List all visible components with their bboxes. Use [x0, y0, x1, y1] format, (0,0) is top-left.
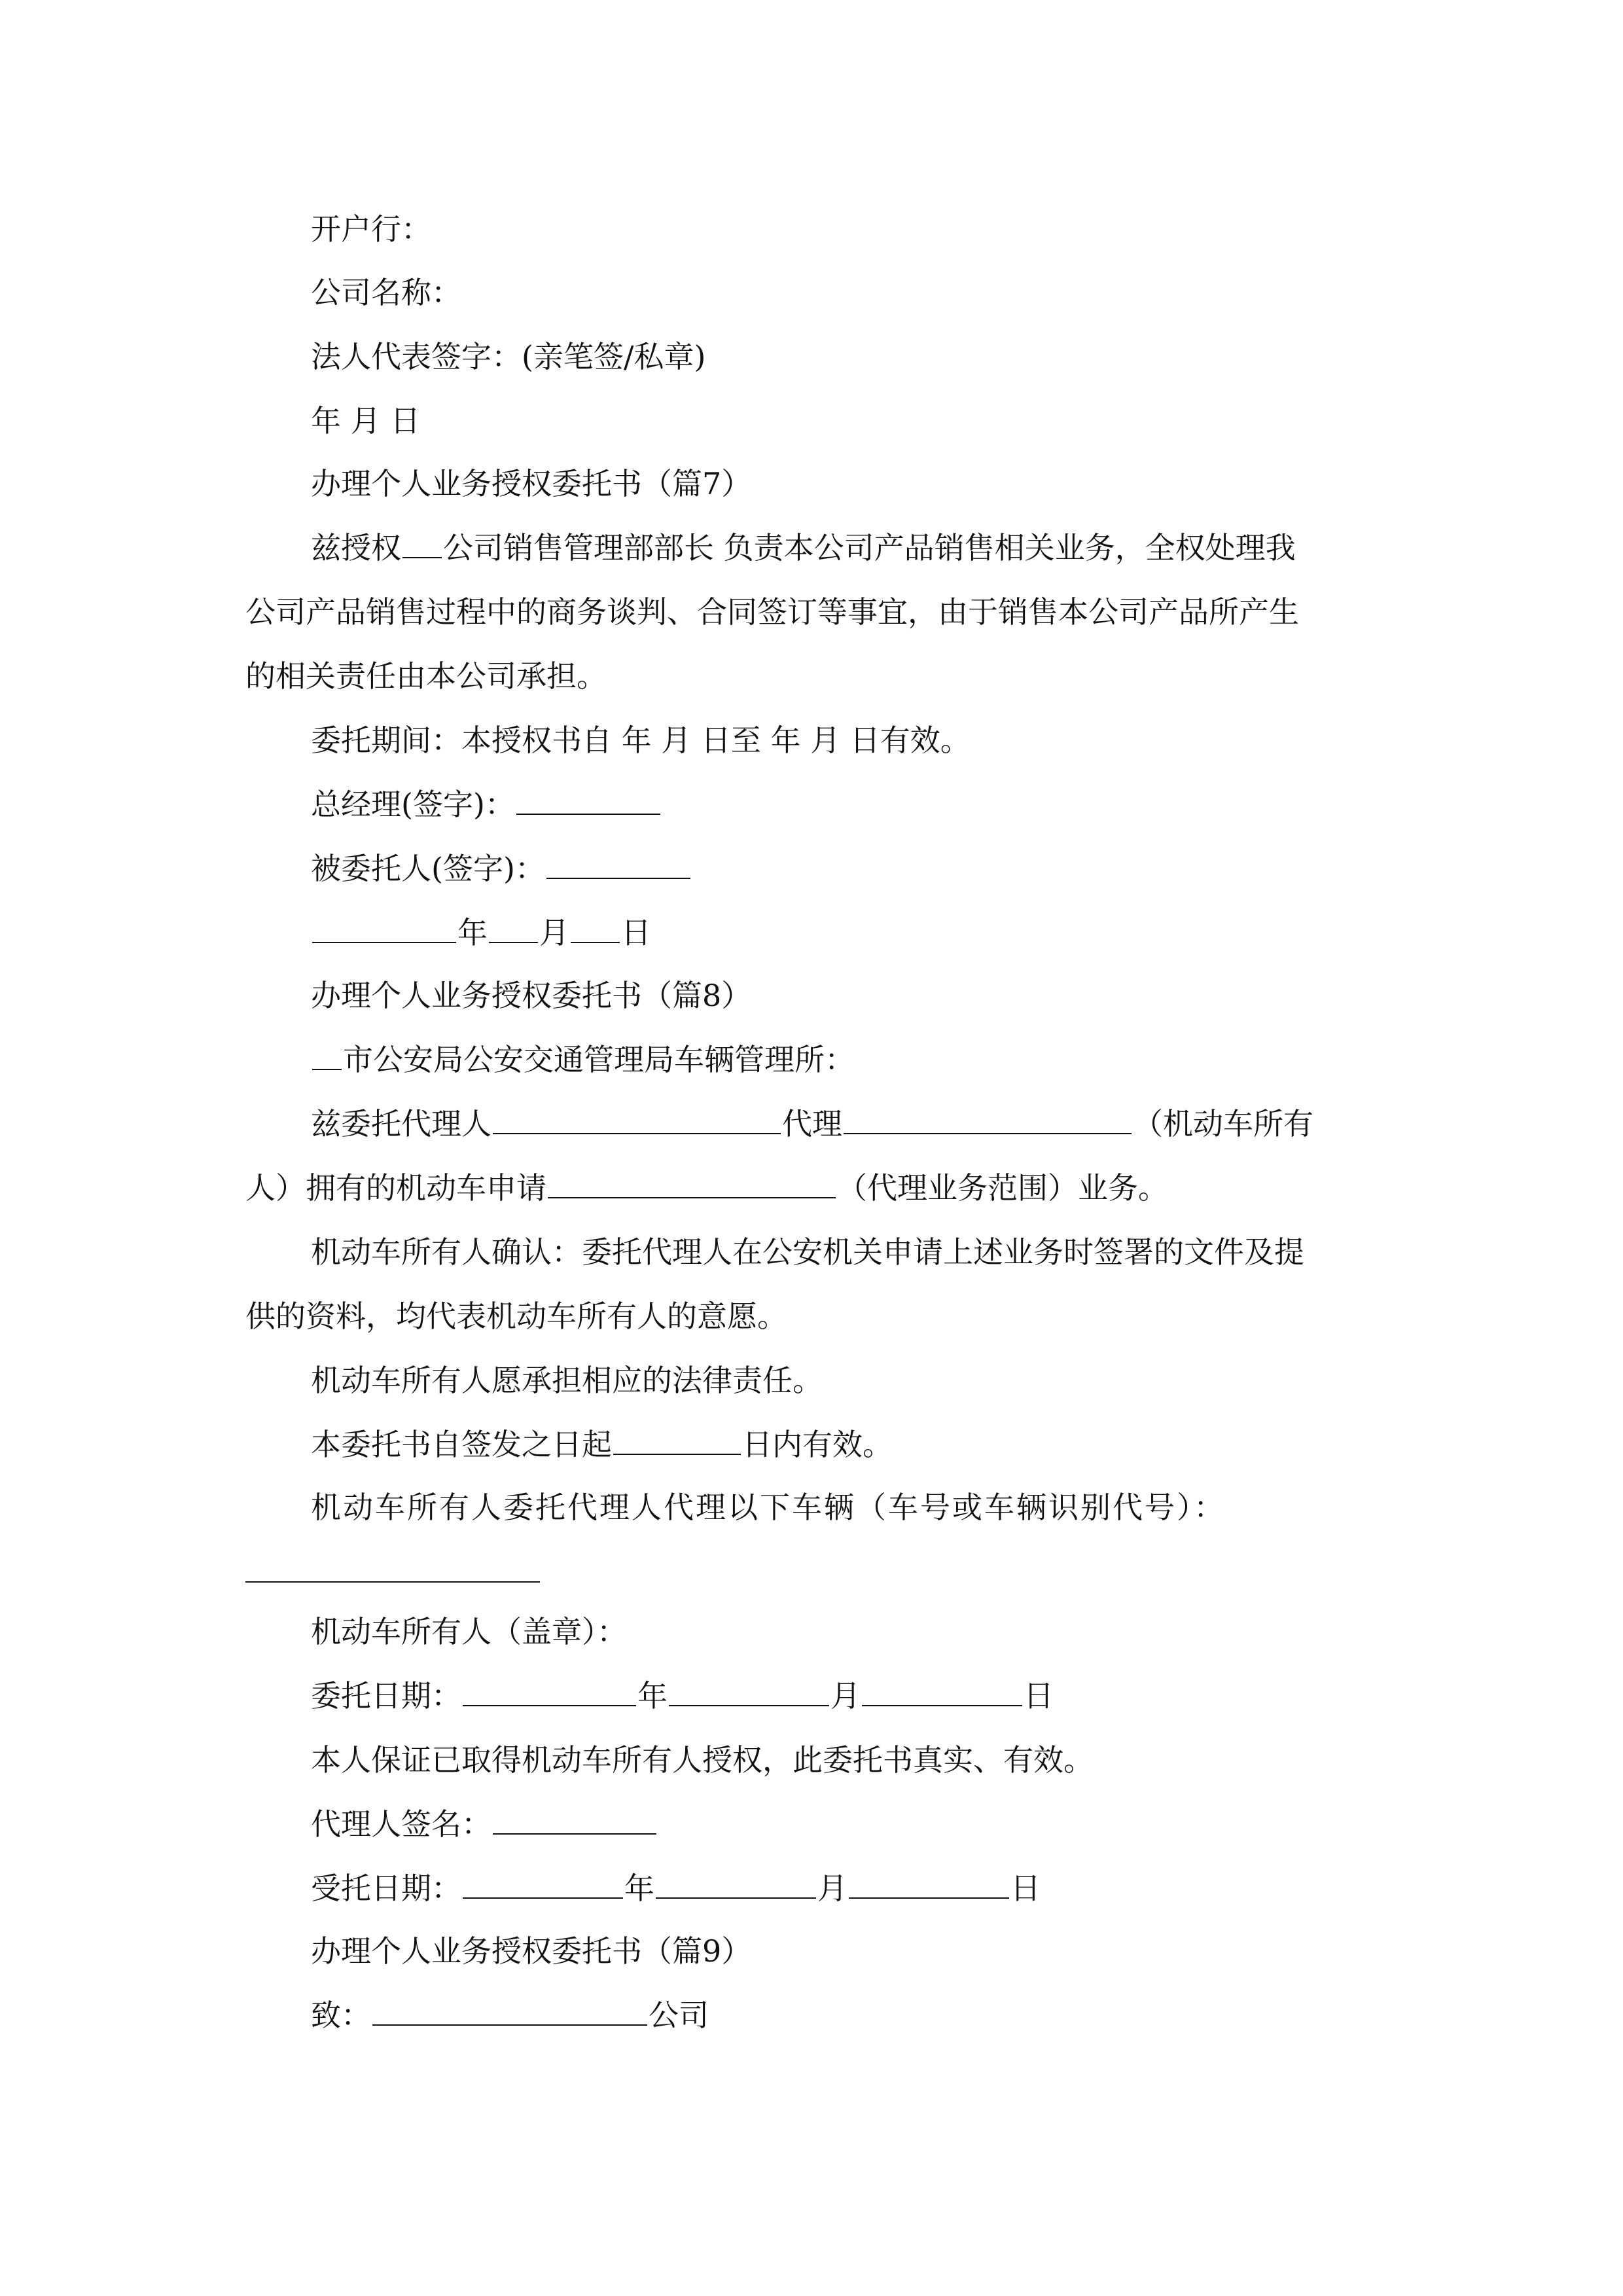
section-8-validity-line — [245, 1422, 1397, 1467]
blank-field — [493, 1104, 781, 1134]
blank-field — [463, 1676, 636, 1706]
section-8-confirm-line-1: 机动车所有人确认：委托代理人在公安机关申请上述业务时签署的文件及提 — [311, 1234, 1304, 1270]
year-label: 年 — [637, 1678, 668, 1713]
text: 兹委托代理人 — [311, 1106, 491, 1141]
agent-signature-label: 代理人签名： — [311, 1806, 491, 1842]
blank-field — [402, 528, 442, 558]
day-label: 日 — [621, 915, 651, 950]
year-label: 年 — [457, 915, 488, 950]
month-label: 月 — [830, 1678, 861, 1713]
gm-signature-label: 总经理(签字)： — [311, 787, 515, 822]
blank-field — [571, 913, 620, 943]
company-name-label: 公司名称： — [311, 275, 461, 310]
section-7-paragraph-line-2: 公司产品销售过程中的商务谈判、合同签订等事宜，由于销售本公司产品所产生 — [245, 594, 1299, 630]
section-8-paragraph-line-2 — [245, 1165, 1397, 1211]
acceptance-date-label: 受托日期： — [311, 1871, 461, 1906]
blank-field — [372, 1996, 647, 2026]
text: 代理 — [782, 1106, 842, 1141]
section-8-liability: 机动车所有人愿承担相应的法律责任。 — [311, 1363, 823, 1398]
section-9-recipient-line — [245, 1992, 1397, 2038]
month-label: 月 — [817, 1871, 847, 1906]
text: 兹授权 — [311, 530, 401, 565]
day-label: 日 — [1010, 1871, 1041, 1906]
text: 日内有效。 — [742, 1427, 893, 1462]
section-8-guarantee: 本人保证已取得机动车所有人授权，此委托书真实、有效。 — [311, 1742, 1094, 1778]
blank-field — [669, 1676, 829, 1706]
vehicle-id-blank — [245, 1581, 540, 1583]
blank-field — [312, 913, 456, 943]
blank-field — [849, 1869, 1009, 1899]
section-7-period: 委托期间：本授权书自 年 月 日至 年 月 日有效。 — [311, 723, 971, 758]
blank-field — [862, 1676, 1022, 1706]
section-7-paragraph-line-1 — [245, 525, 1397, 571]
text: （机动车所有 — [1133, 1106, 1313, 1141]
section-8-vehicle-line: 机动车所有人委托代理人代理以下车辆（车号或车辆识别代号）： — [311, 1490, 1226, 1525]
date-line: 年 月 日 — [311, 403, 421, 439]
trustee-signature-label: 被委托人(签字)： — [311, 851, 545, 886]
blank-field — [844, 1104, 1132, 1134]
delegation-date-line — [245, 1673, 1397, 1719]
section-7-title: 办理个人业务授权委托书（篇7） — [311, 466, 752, 501]
section-8-paragraph-line-1 — [245, 1101, 1397, 1147]
blank-field — [656, 1869, 816, 1899]
gm-signature-line — [245, 781, 1397, 827]
section-9-title: 办理个人业务授权委托书（篇9） — [311, 1933, 752, 1969]
text: 公司销售管理部部长 负责本公司产品销售相关业务，全权处理我 — [443, 530, 1296, 565]
text: 本委托书自签发之日起 — [311, 1427, 612, 1462]
section-8-title: 办理个人业务授权委托书（篇8） — [311, 978, 752, 1013]
text: （代理业务范围）业务。 — [837, 1170, 1168, 1206]
blank-field — [463, 1869, 623, 1899]
bank-label: 开户行： — [311, 211, 431, 247]
blank-field — [613, 1425, 741, 1455]
legal-rep-signature-label: 法人代表签字：(亲笔签/私章) — [311, 339, 706, 374]
blank-field — [489, 913, 538, 943]
section-7-paragraph-line-3: 的相关责任由本公司承担。 — [245, 658, 607, 694]
section-8-address: 市公安局公安交通管理局车辆管理所： — [343, 1042, 855, 1077]
section-7-date-line — [245, 910, 1397, 956]
text: 公司 — [649, 1998, 709, 2033]
agent-signature-line — [245, 1801, 1397, 1847]
trustee-signature-line — [245, 846, 1397, 891]
section-8-confirm-line-2: 供的资料，均代表机动车所有人的意愿。 — [245, 1299, 787, 1334]
blank-field — [312, 1040, 342, 1070]
owner-seal-label: 机动车所有人（盖章）： — [311, 1614, 627, 1649]
year-label: 年 — [624, 1871, 654, 1906]
day-label: 日 — [1024, 1678, 1054, 1713]
blank-field — [516, 785, 660, 815]
blank-field — [546, 849, 690, 879]
text: 人）拥有的机动车申请 — [245, 1170, 546, 1206]
text: 致： — [311, 1998, 371, 2033]
blank-field — [548, 1168, 836, 1198]
delegation-date-label: 委托日期： — [311, 1678, 461, 1713]
blank-field — [493, 1804, 656, 1835]
month-label: 月 — [539, 915, 569, 950]
acceptance-date-line — [245, 1865, 1397, 1911]
section-8-address-line — [245, 1037, 1397, 1083]
